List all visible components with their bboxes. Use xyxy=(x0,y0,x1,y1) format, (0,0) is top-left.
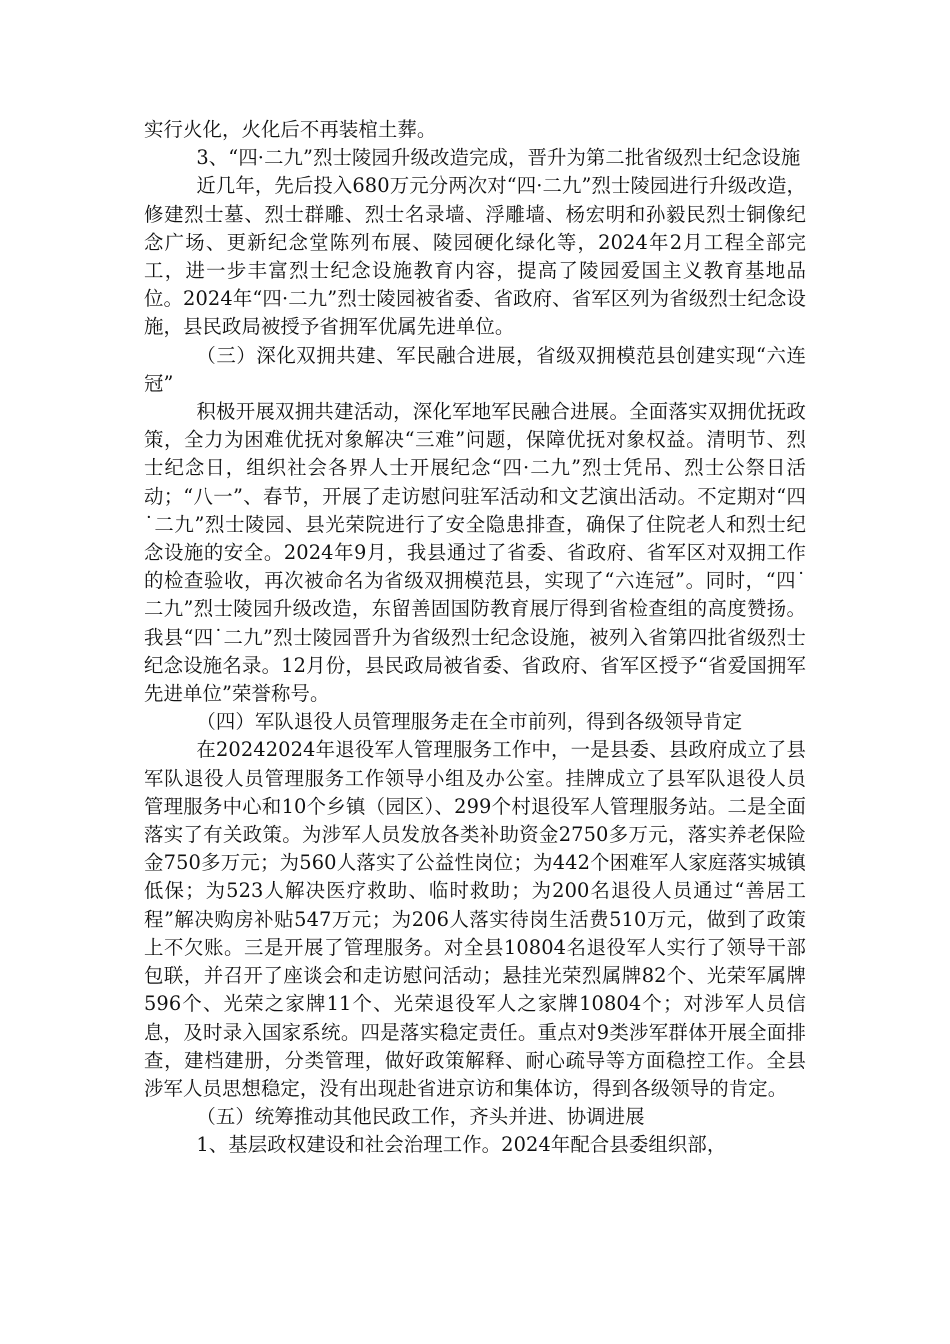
paragraph-memorial-upgrade: 近几年，先后投入680万元分两次对“四·二九”烈士陵园进行升级改造，修建烈士墓、烈士群雕、烈士名录墙、浮雕墙、杨宏明和孙毅民烈士铜像纪念广场、更新纪念堂陈列布展、陵园硬化绿化等，2024年2月工程全部完工，进一步丰富烈士纪念设施教育内容，提高了陵园爱国主义教育基地品位。2024年“四·二九”烈士陵园被省委、省政府、省军区列为省级烈士纪念设施，县民政局被授予省拥军优属先进单位。 xyxy=(144,174,806,339)
subheading-memorial-upgrade: 3、“四·二九”烈士陵园升级改造完成，晋升为第二批省级烈士纪念设施 xyxy=(196,146,801,170)
section-heading-5: （五）统筹推动其他民政工作，齐头并进、协调进展 xyxy=(196,1105,645,1129)
subheading-grassroots-governance: 1、基层政权建设和社会治理工作。2024年配合县委组织部， xyxy=(196,1133,727,1157)
section-heading-4: （四）军队退役人员管理服务走在全市前列，得到各级领导肯定 xyxy=(196,710,743,734)
document-page xyxy=(144,116,806,1160)
paragraph-veterans-service: 在20242024年退役军人管理服务工作中，一是县委、县政府成立了县军队退役人员管理服务工作领导小组及办公室。挂牌成立了县军队退役人员管理服务中心和10个乡镇（园区）、299个村退役军人管理服务站。二是全面落实了有关政策。为涉军人员发放各类补助资金2750多万元，落实养老保险金750多万元；为560人落实了公益性岗位；为442个困难军人家庭落实城镇低保；为523人解决医疗救助、临时救助；为200名退役人员通过“善居工程”解决购房补贴547万元；为206人落实待岗生活费510万元，做到了政策上不欠账。三是开展了管理服务。对全县10804名退役军人实行了领导干部包联，并召开了座谈会和走访慰问活动；悬挂光荣烈属牌82个、光荣军属牌596个、光荣之家牌11个、光荣退役军人之家牌10804个；对涉军人员信息，及时录入国家系统。四是落实稳定责任。重点对9类涉军群体开展全面排查，建档建册，分类管理，做好政策解释、耐心疏导等方面稳控工作。全县涉军人员思想稳定，没有出现赴省进京访和集体访，得到各级领导的肯定。 xyxy=(144,738,806,1100)
paragraph-continuation: 实行火化，火化后不再装棺土葬。 xyxy=(144,118,437,141)
section-heading-3: （三）深化双拥共建、军民融合进展，省级双拥模范县创建实现“六连冠” xyxy=(144,343,806,395)
paragraph-double-support: 积极开展双拥共建活动，深化军地军民融合进展。全面落实双拥优抚政策，全力为困难优抚对象解决“三难”问题，保障优抚对象权益。清明节、烈士纪念日，组织社会各界人士开展纪念“四·二九”烈士凭吊、烈士公祭日活动；“八一”、春节，开展了走访慰问驻军活动和文艺演出活动。不定期对“四˙二九”烈士陵园、县光荣院进行了安全隐患排查，确保了住院老人和烈士纪念设施的安全。2024年9月，我县通过了省委、省政府、省军区对双拥工作的检查验收，再次被命名为省级双拥模范县，实现了“六连冠”。同时，“四˙二九”烈士陵园升级改造，东留善固国防教育展厅得到省检查组的高度赞扬。我县“四˙二九”烈士陵园晋升为省级烈士纪念设施，被列入省第四批省级烈士纪念设施名录。12月份，县民政局被省委、省政府、省军区授予“省爱国拥军先进单位”荣誉称号。 xyxy=(144,400,806,706)
